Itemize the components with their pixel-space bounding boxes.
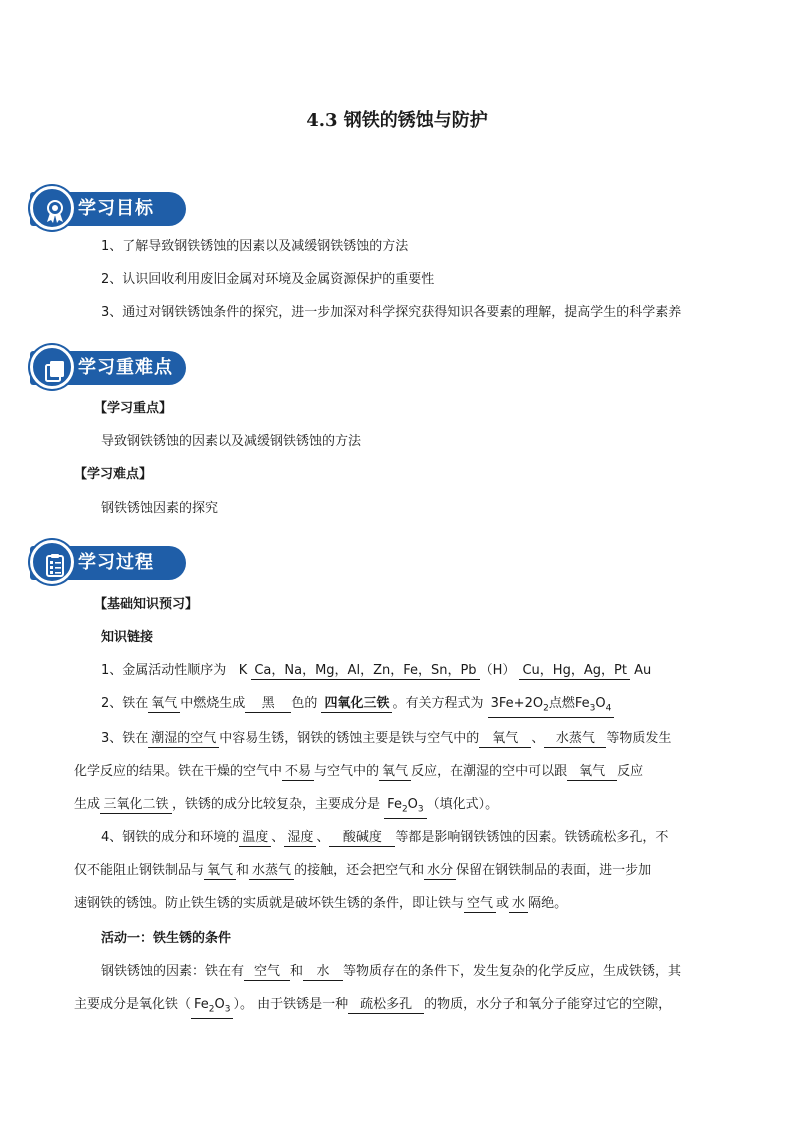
q3-line-3: [74, 795, 498, 819]
preview-heading: 【基础知识预习】: [94, 597, 199, 612]
answer-blank: 水: [303, 964, 343, 981]
answer-blank: 水: [509, 896, 528, 913]
banner-label: 学习过程: [78, 552, 154, 573]
answer-blank: 疏松多孔: [348, 997, 424, 1014]
answer-blank: [191, 997, 233, 1019]
link-heading: 知识链接: [101, 630, 154, 645]
answer-blank: 水分: [424, 863, 456, 880]
q4-line-1: [101, 828, 668, 848]
text: 色的: [291, 696, 318, 711]
objective-2: 2、认识回收利用废旧金属对环境及金属资源保护的重要性: [101, 272, 435, 287]
equation-text: O: [595, 696, 606, 711]
subscript: 3: [417, 804, 424, 815]
text: 反应，在潮湿的空中可以跟: [411, 764, 568, 779]
q4-line-2: [74, 861, 651, 881]
text: 1、金属活动性顺序为: [101, 663, 227, 678]
equation-text: Fe: [574, 696, 590, 711]
focus-heading: 【学习重点】: [94, 401, 173, 416]
subscript: 2: [208, 1004, 215, 1015]
text: 主要成分是氧化铁（: [74, 997, 192, 1012]
page-title: 4.3 钢铁的锈蚀与防护: [306, 110, 488, 131]
answer-blank: 氧气: [204, 863, 236, 880]
answer-blank: 不易: [282, 764, 314, 781]
answer-blank: Ca，Na，Mg，Al，Zn，Fe，Sn，Pb: [251, 663, 479, 680]
answer-blank: 温度: [239, 830, 271, 847]
formula-text: Fe: [387, 797, 402, 812]
activity-heading: 活动一：铁生锈的条件: [101, 931, 232, 946]
text: 中燃烧生成: [180, 696, 246, 711]
clipboard-checklist-icon: [30, 540, 74, 584]
focus-text: 导致钢铁锈蚀的因素以及减缓钢铁锈蚀的方法: [101, 434, 362, 449]
text: 反应: [617, 764, 644, 779]
text: 3、铁在: [101, 731, 149, 746]
text: （H）: [479, 663, 516, 678]
banner-label: 学习重难点: [78, 357, 173, 378]
answer-blank: 酸碱度: [329, 830, 395, 847]
text: 化学反应的结果。铁在干燥的空气中: [74, 764, 283, 779]
documents-icon: [30, 345, 74, 389]
answer-blank: 潮湿的空气: [148, 731, 219, 748]
text: ，铁锈的成分比较复杂，主要成分是: [172, 797, 381, 812]
objective-3: 3、通过对钢铁锈蚀条件的探究，进一步加深对科学探究获得知识各要素的理解，提高学生的科学素养: [101, 305, 682, 320]
text: 等物质发生: [606, 731, 672, 746]
formula-text: O: [214, 997, 225, 1012]
subscript: 3: [589, 703, 596, 714]
text: 、: [271, 830, 285, 845]
subscript: 2: [543, 703, 549, 714]
answer-blank: 氧气: [567, 764, 617, 781]
text: Au: [634, 663, 652, 678]
answer-blank: 四氧化三铁: [321, 696, 392, 713]
formula-text: O: [407, 797, 418, 812]
answer-blank: 水蒸气: [544, 731, 606, 748]
equation-condition: 点燃: [548, 696, 575, 711]
answer-blank: 氧气: [148, 696, 180, 713]
text: 速钢铁的锈蚀。防止铁生锈的实质就是破坏铁生锈的条件，即让铁与: [74, 896, 465, 911]
answer-blank: Cu，Hg，Ag，Pt: [519, 663, 629, 680]
award-ribbon-icon: [30, 186, 74, 230]
q3-line-2: [74, 762, 643, 782]
answer-blank: 水蒸气: [249, 863, 294, 880]
q4-line-3: [74, 894, 567, 914]
text: （填化式）。: [426, 797, 499, 812]
q2-line: [101, 694, 614, 718]
answer-blank: 黑: [245, 696, 291, 713]
text: 与空气中的: [314, 764, 380, 779]
text: 和: [290, 964, 304, 979]
text: 的物质，水分子和氧分子能穿过它的空隙，: [424, 997, 672, 1012]
answer-blank: 空气: [244, 964, 290, 981]
text: 隔绝。: [528, 896, 568, 911]
text: 生成: [74, 797, 101, 812]
text: 仅不能阻止钢铁制品与: [74, 863, 205, 878]
difficulty-text: 钢铁锈蚀因素的探究: [101, 501, 219, 516]
text: 。有关方程式为: [392, 696, 484, 711]
q1-line: [101, 661, 651, 681]
answer-blank: 氧气: [379, 764, 411, 781]
text: 等物质存在的条件下，发生复杂的化学反应，生成铁锈，其: [343, 964, 682, 979]
text: 、: [531, 731, 545, 746]
subscript: 3: [224, 1004, 231, 1015]
q3-line-1: [101, 729, 671, 749]
banner-process: [30, 540, 186, 584]
text: 、: [316, 830, 330, 845]
text: 或: [496, 896, 510, 911]
text: 保留在钢铁制品的表面，进一步加: [456, 863, 652, 878]
difficulty-heading: 【学习难点】: [74, 467, 153, 482]
answer-blank: 氧气: [479, 731, 531, 748]
answer-blank: [384, 797, 426, 819]
text: 的接触，还会把空气和: [294, 863, 425, 878]
equation-blank: [488, 696, 615, 718]
text: 2、铁在: [101, 696, 149, 711]
subscript: 2: [401, 804, 408, 815]
objective-1: 1、了解导致钢铁锈蚀的因素以及减缓钢铁锈蚀的方法: [101, 239, 409, 254]
answer-blank: 湿度: [284, 830, 316, 847]
text: 中容易生锈，钢铁的锈蚀主要是铁与空气中的: [219, 731, 480, 746]
subscript: 4: [605, 703, 612, 714]
activity-line-1: [101, 962, 681, 982]
text: 4、钢铁的成分和环境的: [101, 830, 240, 845]
formula-text: Fe: [194, 997, 209, 1012]
activity-line-2: [74, 995, 671, 1019]
text: ）。 由于铁锈是一种: [233, 997, 349, 1012]
text: K: [238, 663, 248, 678]
equation-text: 3Fe+2O: [490, 696, 544, 711]
banner-key-points: [30, 345, 186, 389]
answer-blank: 三氧化二铁: [100, 797, 172, 814]
banner-objectives: [30, 186, 186, 230]
answer-blank: 空气: [464, 896, 496, 913]
text: 等都是影响钢铁锈蚀的因素。铁锈疏松多孔，不: [395, 830, 669, 845]
banner-label: 学习目标: [78, 198, 154, 219]
text: 和: [236, 863, 250, 878]
text: 钢铁锈蚀的因素：铁在有: [101, 964, 245, 979]
